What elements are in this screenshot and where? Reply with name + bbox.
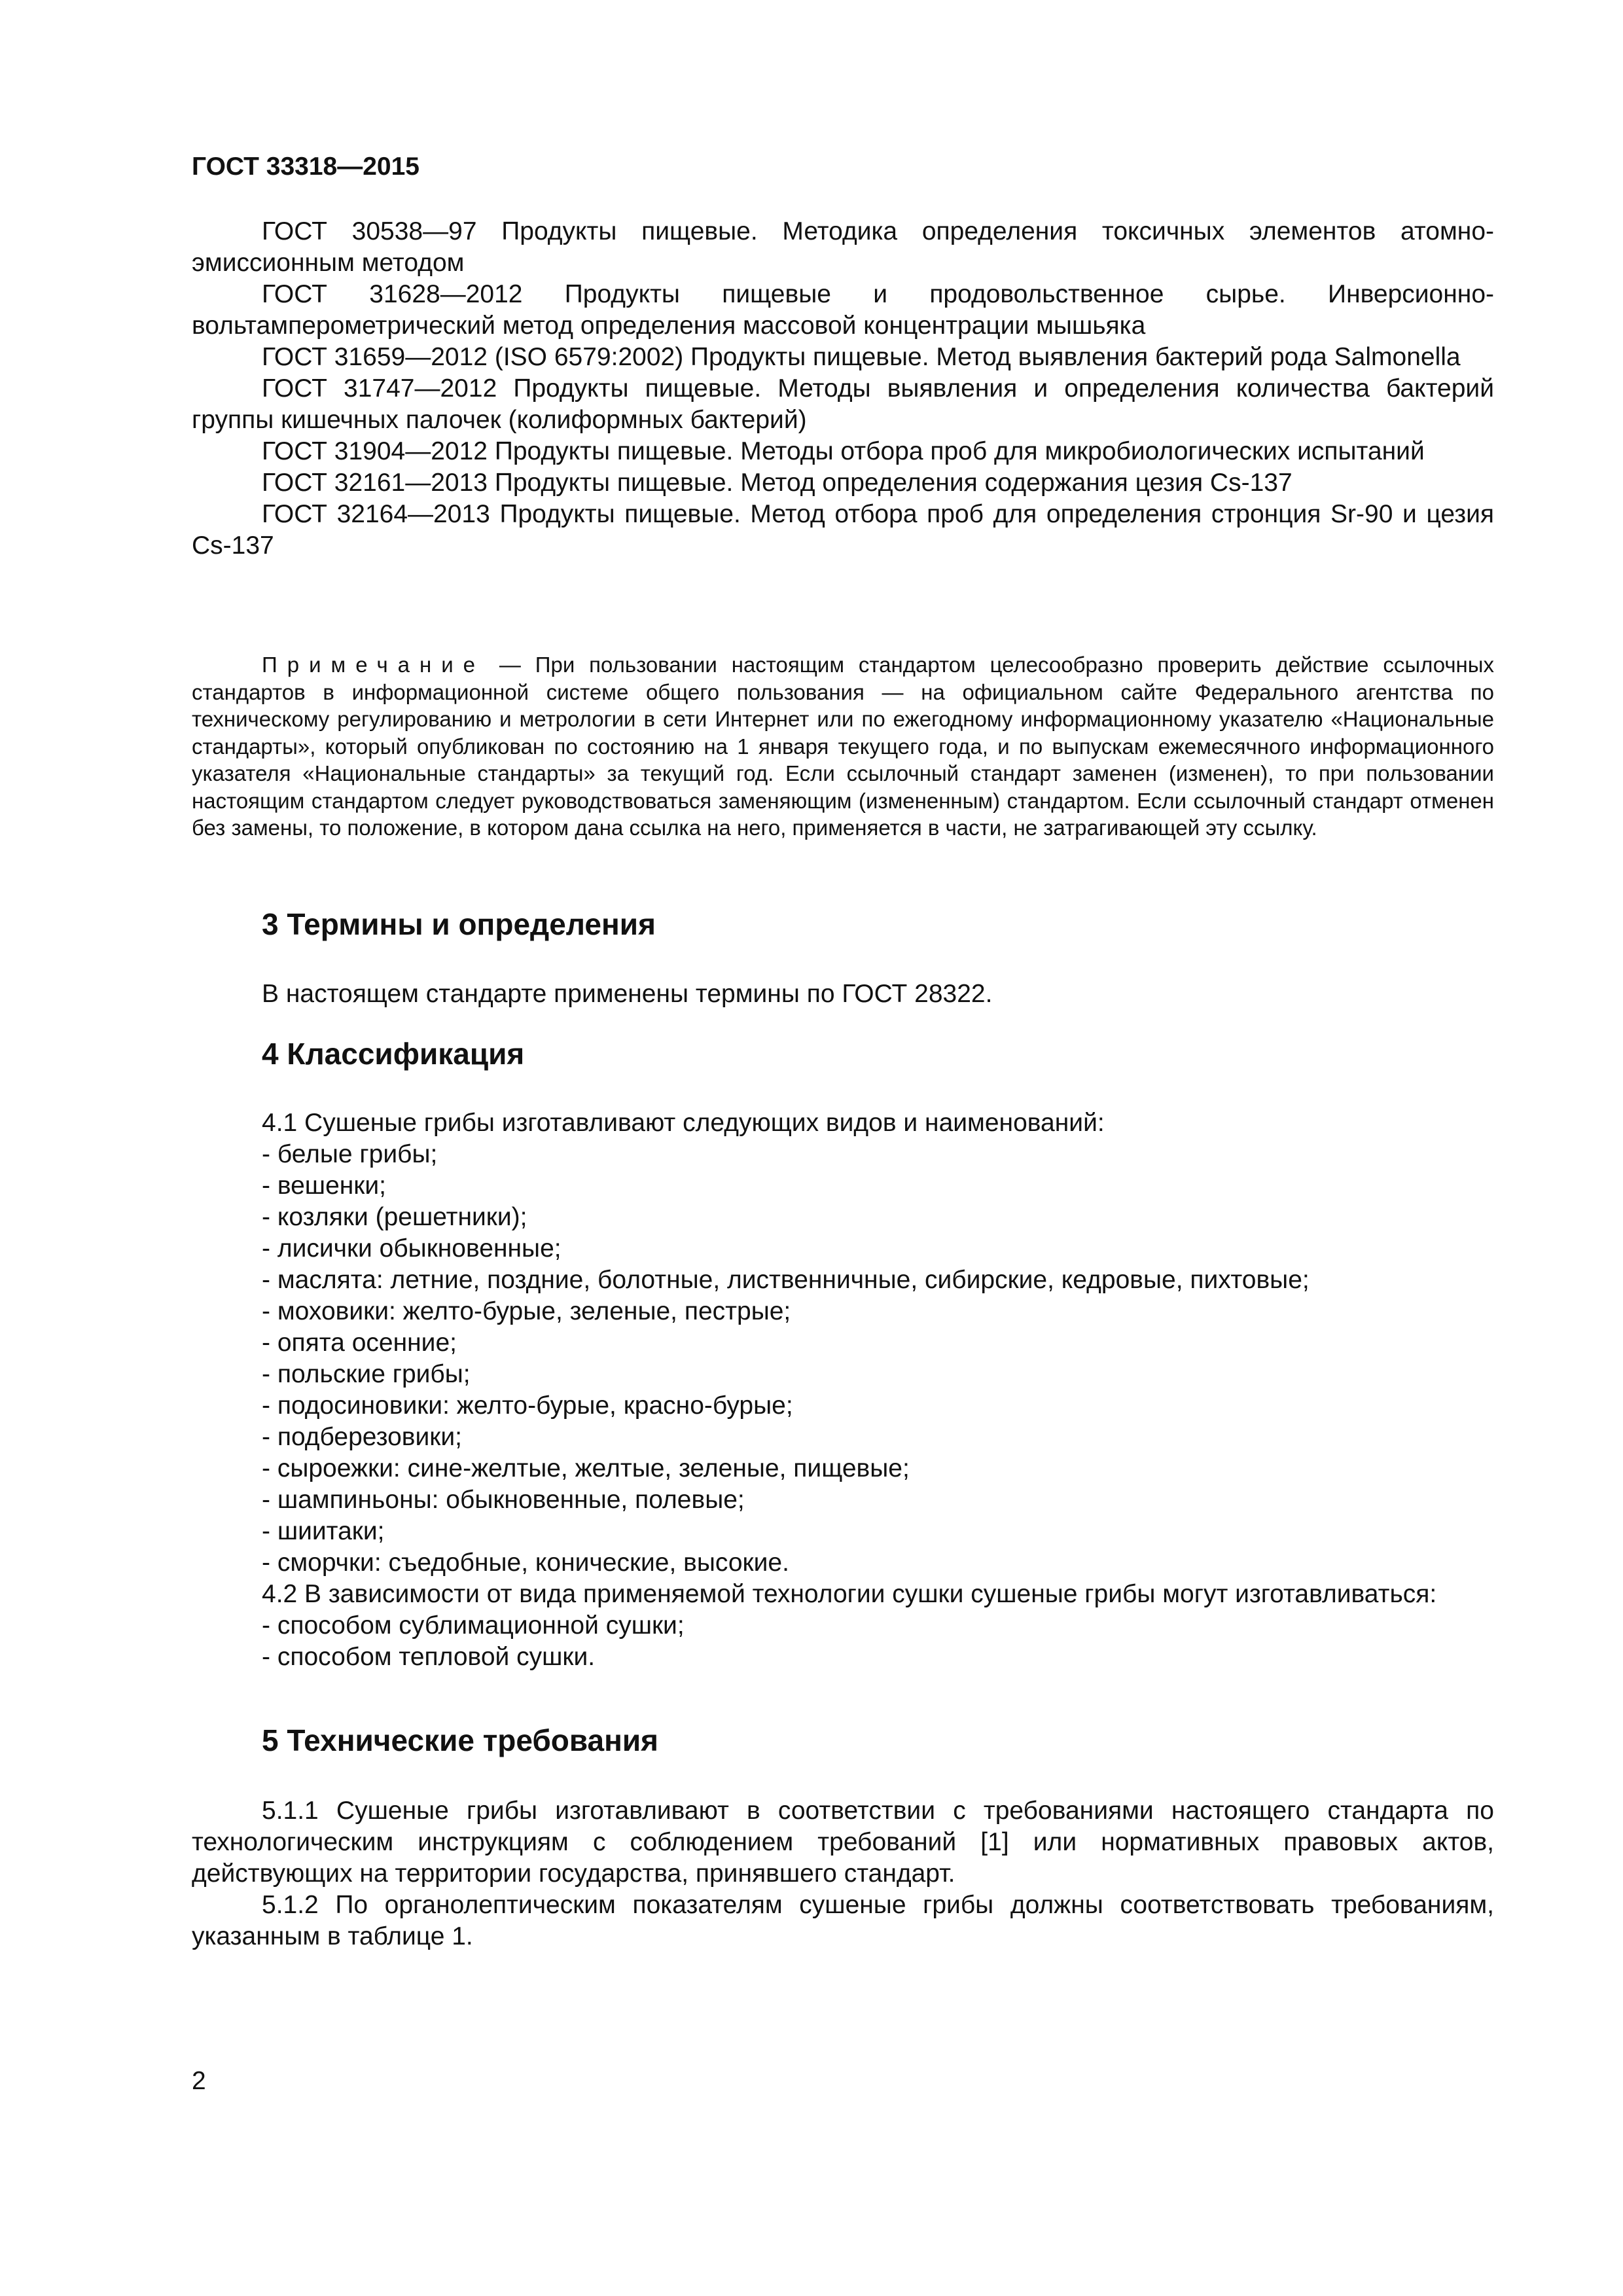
list-item: - лисички обыкновенные; [262,1234,562,1263]
reference-item: ГОСТ 30538—97 Продукты пищевые. Методика определения токсичных элементов атомно-эмиссионным методом [192,217,1494,277]
normative-references [192,216,1494,562]
list-item: - моховики: желто-бурые, зеленые, пестрые; [262,1297,791,1325]
list-item: - способом сублимационной сушки; [262,1611,685,1640]
list-item: - шампиньоны: обыкновенные, полевые; [262,1486,745,1514]
page-number: 2 [192,2067,206,2095]
document-header: ГОСТ 33318—2015 [192,152,419,181]
classification-list [192,1107,1494,1673]
list-item: 4.1 Сушеные грибы изготавливают следующих видов и наименований: [262,1109,1105,1137]
list-item: - сыроежки: сине-желтые, желтые, зеленые, пищевые; [262,1454,910,1482]
list-item: - способом тепловой сушки. [262,1643,596,1671]
list-item: - козляки (решетники); [262,1203,527,1231]
list-item: - сморчки: съедобные, конические, высокие. [262,1549,789,1577]
list-item: 4.2 В зависимости от вида применяемой технологии сушки сушеные грибы могут изготавливаться: [262,1580,1437,1608]
section-3-heading: 3 Термины и определения [262,907,656,941]
reference-item: ГОСТ 31628—2012 Продукты пищевые и продовольственное сырье. Инверсионно-вольтамперометрический метод определения массовой концентрации мышьяка [192,280,1494,340]
paragraph: 5.1.2 По органолептическим показателям сушеные грибы должны соответствовать требованиям, указанным в таблице 1. [192,1891,1494,1950]
list-item: - белые грибы; [262,1140,438,1168]
reference-item: ГОСТ 32161—2013 Продукты пищевые. Метод определения содержания цезия Cs-137 [262,469,1293,497]
list-item: - вешенки; [262,1172,386,1200]
reference-item: ГОСТ 31904—2012 Продукты пищевые. Методы отбора проб для микробиологических испытаний [262,437,1425,465]
list-item: - опята осенние; [262,1329,457,1357]
reference-item: ГОСТ 31747—2012 Продукты пищевые. Методы выявления и определения количества бактерий группы кишечных палочек (колиформных бактерий) [192,374,1494,434]
section-5-heading: 5 Технические требования [262,1723,658,1757]
list-item: - шиитаки; [262,1517,385,1545]
section-3-text: В настоящем стандарте применены термины по ГОСТ 28322. [262,980,993,1008]
list-item: - подосиновики: желто-бурые, красно-бурые; [262,1391,793,1420]
section-4-heading: 4 Классификация [262,1037,525,1071]
paragraph: 5.1.1 Сушеные грибы изготавливают в соответствии с требованиями настоящего стандарта по технологическим инструкциям с соблюдением требований [1] или нормативных правовых актов, действующих на территории государства, принявшего стандарт. [192,1797,1494,1888]
list-item: - польские грибы; [262,1360,471,1388]
list-item: - подберезовики; [262,1423,462,1451]
reference-item: ГОСТ 31659—2012 (ISO 6579:2002) Продукты пищевые. Метод выявления бактерий рода Salmonella [262,343,1461,371]
note-label: Примечание [262,653,486,677]
technical-requirements [192,1795,1494,1952]
reference-item: ГОСТ 32164—2013 Продукты пищевые. Метод отбора проб для определения стронция Sr-90 и цезия Cs-137 [192,500,1494,560]
note-block [192,651,1494,842]
list-item: - маслята: летние, поздние, болотные, лиственничные, сибирские, кедровые, пихтовые; [262,1266,1310,1294]
note-text: — При пользовании настоящим стандартом целесообразно проверить действие ссылочных стандартов в информационной системе общего пользования — на официальном сайте Федерального агентства по техническому регулированию и метрологии в сети Интернет или по ежегодному информационному указателю «Национальные стандарты», который опубликован по состоянию на 1 января текущего года, и по выпускам ежемесячного информационного указателя «Национальные стандарты» за текущий год. Если ссылочный стандарт заменен (изменен), то при пользовании настоящим стандартом следует руководствоваться заменяющим (измененным) стандартом. Если ссылочный стандарт отменен без замены, то положение, в котором дана ссылка на него, применяется в части, не затрагивающей эту ссылку. [192,653,1494,840]
